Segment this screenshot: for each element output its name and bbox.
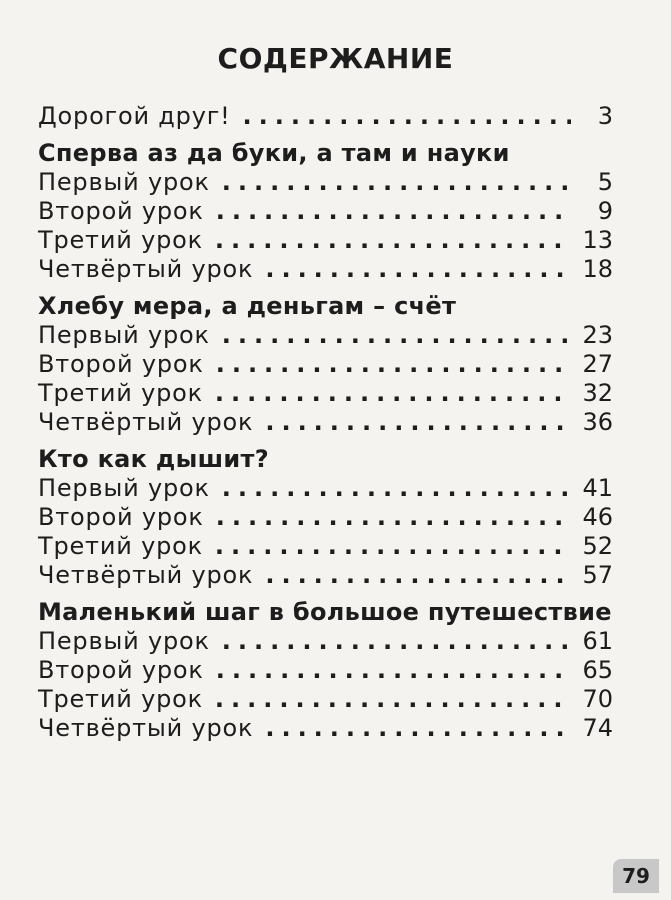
page-title: СОДЕРЖАНИЕ [217, 42, 454, 75]
toc-entry [38, 168, 613, 197]
dot-leader [222, 321, 571, 350]
toc-entry-label: Второй урок [38, 656, 204, 684]
page-number: 79 [613, 859, 659, 893]
toc-entry [38, 656, 613, 685]
dot-leader [216, 503, 571, 532]
toc-entry-page: 70 [582, 685, 613, 713]
toc-entry [38, 714, 613, 743]
dot-leader [265, 561, 570, 590]
toc-entry-page: 5 [597, 168, 613, 196]
dot-leader [215, 226, 571, 255]
toc-entry-label: Первый урок [38, 474, 210, 502]
dot-leader [265, 255, 570, 284]
toc-entry [38, 532, 613, 561]
toc-entry [38, 474, 613, 503]
toc-entry-label: Дорогой друг! [38, 102, 231, 130]
toc-entry-label: Четвёртый урок [38, 561, 254, 589]
toc-entry [38, 379, 613, 408]
toc-entry-page: 13 [582, 226, 613, 254]
toc-entry [38, 503, 613, 532]
dot-leader [265, 408, 570, 437]
toc-entry [38, 627, 613, 656]
toc-entry [38, 350, 613, 379]
toc-entry-label: Третий урок [38, 226, 203, 254]
toc-entry-page: 9 [597, 197, 613, 225]
toc-entry-label: Второй урок [38, 503, 204, 531]
toc-entry-page: 32 [582, 379, 613, 407]
toc-entry-intro [38, 102, 613, 131]
toc-entry [38, 226, 613, 255]
toc-entry-label: Четвёртый урок [38, 255, 254, 283]
toc-entry-page: 23 [582, 321, 613, 349]
toc-entry [38, 255, 613, 284]
toc-entry [38, 197, 613, 226]
toc-entry-label: Третий урок [38, 379, 203, 407]
dot-leader [265, 714, 570, 743]
dot-leader [215, 379, 571, 408]
toc-entry-page: 74 [582, 714, 613, 742]
table-of-contents [38, 102, 613, 743]
toc-entry [38, 321, 613, 350]
section-heading: Хлебу мера, а деньгам – счёт [38, 292, 457, 320]
toc-entry-label: Первый урок [38, 168, 210, 196]
toc-entry-label: Второй урок [38, 350, 204, 378]
section-heading: Сперва аз да буки, а там и науки [38, 139, 510, 167]
toc-entry-page: 61 [582, 627, 613, 655]
dot-leader [222, 627, 571, 656]
dot-leader [215, 532, 571, 561]
toc-entry-page: 57 [582, 561, 613, 589]
toc-entry-label: Третий урок [38, 532, 203, 560]
toc-entry [38, 408, 613, 437]
toc-entry [38, 685, 613, 714]
toc-entry-label: Второй урок [38, 197, 204, 225]
dot-leader [216, 197, 571, 226]
toc-entry-page: 18 [582, 255, 613, 283]
toc-entry [38, 561, 613, 590]
toc-entry-label: Первый урок [38, 321, 210, 349]
toc-entry-page: 65 [582, 656, 613, 684]
toc-entry-page: 52 [582, 532, 613, 560]
toc-entry-label: Третий урок [38, 685, 203, 713]
toc-entry-label: Четвёртый урок [38, 714, 254, 742]
dot-leader [222, 474, 571, 503]
toc-entry-page: 3 [597, 102, 613, 130]
section-heading: Кто как дышит? [38, 445, 269, 473]
toc-entry-page: 36 [582, 408, 613, 436]
dot-leader [243, 102, 571, 131]
toc-entry-page: 27 [582, 350, 613, 378]
dot-leader [216, 656, 571, 685]
dot-leader [216, 350, 571, 379]
dot-leader [222, 168, 571, 197]
toc-entry-label: Четвёртый урок [38, 408, 254, 436]
toc-entry-label: Первый урок [38, 627, 210, 655]
section-heading: Маленький шаг в большое путешествие [38, 598, 612, 626]
toc-entry-page: 46 [582, 503, 613, 531]
dot-leader [215, 685, 571, 714]
toc-entry-page: 41 [582, 474, 613, 502]
